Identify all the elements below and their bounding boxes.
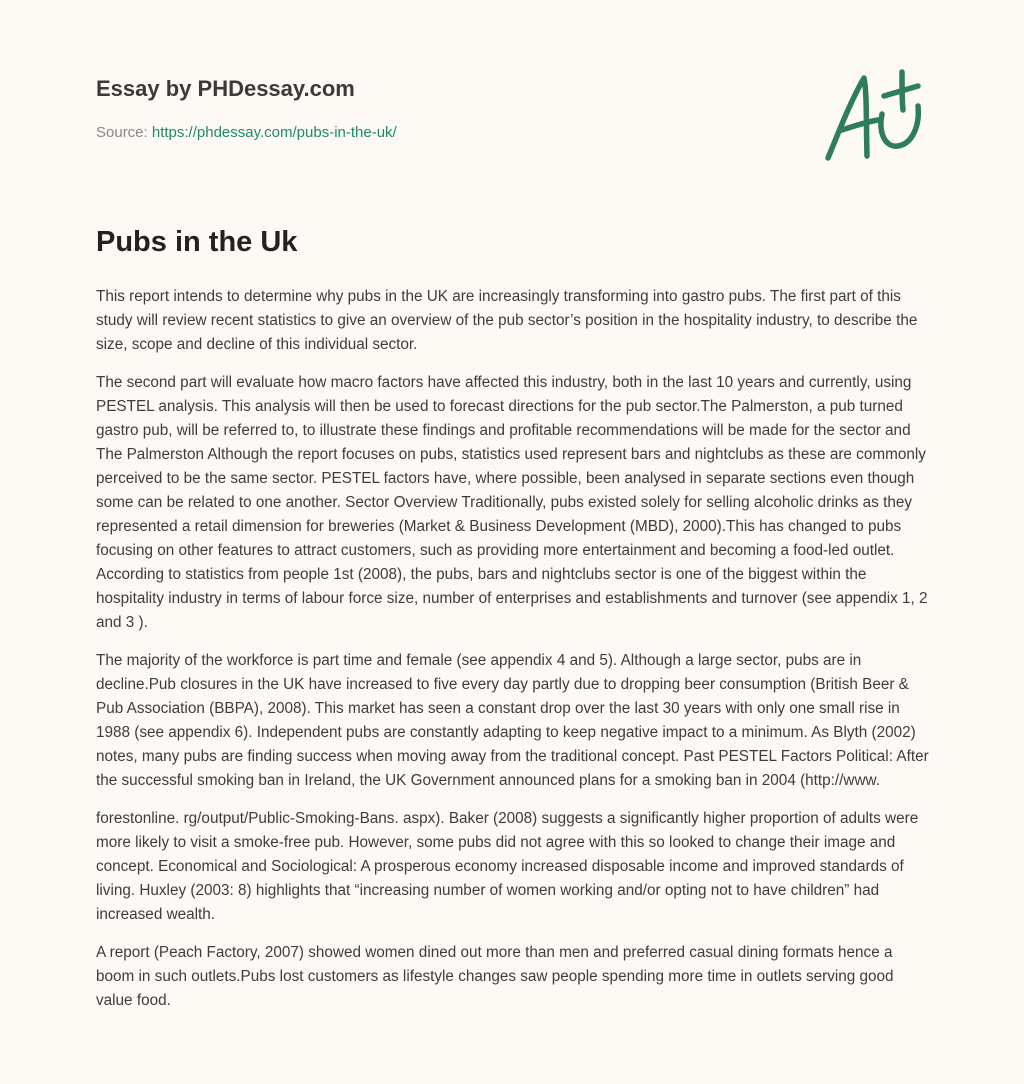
source-line [96, 124, 397, 141]
essay-title: Pubs in the Uk [96, 226, 298, 258]
a-plus-grade-icon [820, 64, 930, 168]
essay-paragraph: forestonline. rg/output/Public-Smoking-Bans. aspx). Baker (2008) suggests a significantly higher proportion of adults were more likely to visit a smoke-free pub. However, some pubs did not agree with this so looked to change their image and concept. Economical and Sociological: A prosperous economy increased disposable income and improved standards of living. Huxley (2003: 8) highlights that “increasing number of women working and/or opting not to have children” had increased wealth. [96, 810, 919, 923]
source-label: Source: [96, 124, 148, 141]
essay-paragraph: The second part will evaluate how macro factors have affected this industry, both in the last 10 years and currently, using PESTEL analysis. This analysis will then be used to forecast directions for the pub sector.The Palmerston, a pub turned gastro pub, will be referred to, to illustrate these findings and profitable recommendations will be made for the sector and The Palmerston Although the report focuses on pubs, statistics used represent bars and nightclubs as these are commonly perceived to be the same sector. PESTEL factors have, where possible, been analysed in separate sections even though some can be related to one another. Sector Overview Traditionally, pubs existed solely for selling alcoholic drinks as they represented a retail dimension for breweries (Market & Business Development (MBD), 2000).This has changed to pubs focusing on other features to attract customers, such as providing more entertainment and becoming a food-led outlet. According to statistics from people 1st (2008), the pubs, bars and nightclubs sector is one of the biggest within the hospitality industry in terms of labour force size, number of enterprises and establishments and turnover (see appendix 1, 2 and 3 ). [96, 374, 928, 631]
site-brand: Essay by PHDessay.com [96, 76, 355, 101]
essay-paragraph: This report intends to determine why pubs in the UK are increasingly transforming into gastro pubs. The first part of this study will review recent statistics to give an overview of the pub sector’s position in the hospitality industry, to describe the size, scope and decline of this individual sector. [96, 288, 918, 353]
source-link[interactable]: https://phdessay.com/pubs-in-the-uk/ [151, 124, 397, 141]
essay-paragraph: A report (Peach Factory, 2007) showed women dined out more than men and preferred casual dining formats hence a boom in such outlets.Pubs lost customers as lifestyle changes saw people spending more time in outlets serving good value food. [96, 944, 894, 1009]
essay-paragraph: The majority of the workforce is part time and female (see appendix 4 and 5). Although a large sector, pubs are in decline.Pub closures in the UK have increased to five every day partly due to dropping beer consumption (British Beer & Pub Association (BBPA), 2008). This market has seen a constant drop over the last 30 years with only one small rise in 1988 (see appendix 6). Independent pubs are constantly adapting to keep negative impact to a minimum. As Blyth (2002) notes, many pubs are finding success when moving away from the traditional concept. Past PESTEL Factors Political: After the successful smoking ban in Ireland, the UK Government announced plans for a smoking ban in 2004 (http://www. [96, 652, 929, 789]
essay-body [96, 285, 930, 1027]
